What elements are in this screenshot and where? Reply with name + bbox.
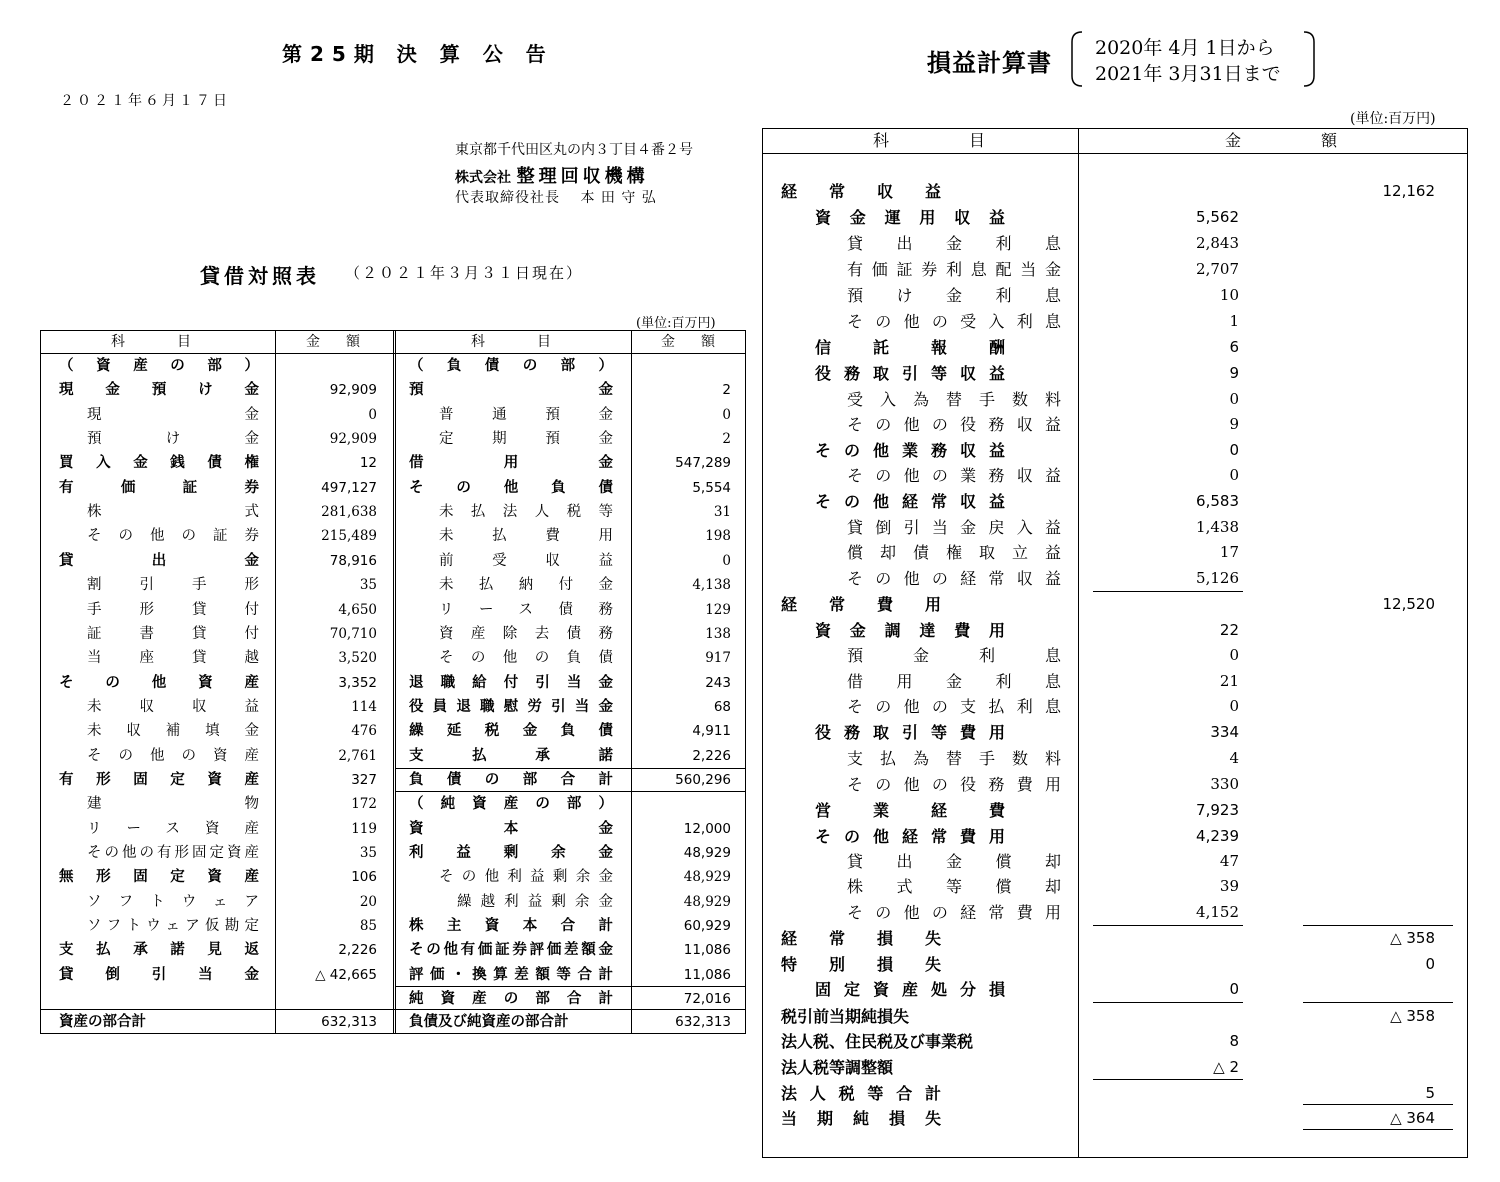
pl-item-label: その他業務収益 — [815, 441, 1005, 460]
bs-liability-label: 繰延税金負債 — [409, 723, 613, 740]
pl-item-label: 営業経費 — [815, 801, 1005, 820]
pl-item-subtotal: 4,152 — [1196, 903, 1239, 921]
pl-item-subtotal: 4 — [1229, 749, 1239, 767]
bs-asset-value: 85 — [359, 918, 377, 935]
bs-asset-value — [281, 354, 377, 378]
pl-item-subtotal: 1 — [1229, 312, 1239, 330]
bs-asset-label: ソフトウェア — [87, 893, 259, 910]
bs-liability-value: 48,929 — [683, 893, 731, 910]
pl-item-subtotal: 8 — [1229, 1032, 1239, 1050]
bs-asset-label: 貸出金 — [59, 552, 259, 569]
bs-total-liab-equity-label: 負債及び純資産の部合計 — [409, 1014, 569, 1030]
bs-liability-value: 5,554 — [692, 479, 731, 496]
bs-liability-value: 0 — [722, 406, 731, 423]
bs-liability-value: 12,000 — [683, 820, 731, 837]
bs-asset-label: （資産の部） — [59, 358, 259, 374]
pl-item-label: 経常収益 — [781, 182, 941, 201]
bs-asset-value: 119 — [351, 820, 377, 837]
bs-liability-label: 純資産の部合計 — [409, 991, 613, 1008]
bs-divider — [631, 331, 632, 1033]
pl-item-label: その他経常費用 — [815, 827, 1005, 846]
pl-item-label: 有価証券利息配当金 — [847, 260, 1061, 279]
bs-liability-label: 預金 — [409, 382, 613, 399]
pl-item-subtotal: 0 — [1229, 697, 1239, 715]
bs-liability-value: 2 — [722, 382, 731, 399]
pl-item-total: 0 — [1425, 955, 1435, 973]
bs-liability-label: その他利益剰余金 — [439, 869, 613, 886]
pl-item-subtotal: 21 — [1219, 672, 1239, 690]
pl-item-label: 資金運用収益 — [815, 208, 1005, 227]
pl-rule — [1303, 925, 1453, 926]
bs-asset-value: 114 — [351, 698, 377, 715]
bs-asset-value: 0 — [368, 406, 377, 423]
announcement-date: ２０２１年６月１７日 — [60, 93, 230, 109]
balance-sheet-unit: (単位:百万円) — [636, 316, 716, 331]
bs-asset-label: 未収収益 — [87, 698, 259, 715]
bs-asset-label: ソフトウェア仮勘定 — [87, 918, 259, 935]
bs-asset-label: 手形貸付 — [87, 601, 259, 618]
bs-liability-label: 未払法人税等 — [439, 504, 613, 521]
bs-asset-value: 281,638 — [321, 504, 377, 521]
bs-asset-label: 証書貸付 — [87, 625, 259, 642]
bs-liability-label: 未払納付金 — [439, 577, 613, 594]
pl-header-amount: 金 額 — [1225, 131, 1346, 150]
pl-item-subtotal: △ 2 — [1213, 1058, 1239, 1076]
pl-item-label: 償却債権取立益 — [847, 543, 1061, 562]
income-statement-unit: (単位:百万円) — [1350, 111, 1436, 127]
bs-asset-value: 172 — [351, 796, 377, 813]
bs-liability-value: 917 — [705, 650, 731, 667]
bs-asset-value: 2,761 — [338, 747, 377, 764]
pl-item-total: 12,162 — [1382, 182, 1435, 200]
pl-item-subtotal: 9 — [1229, 364, 1239, 382]
bs-header-amount-left: 金 額 — [306, 334, 366, 350]
pl-item-label: 預金利息 — [847, 646, 1061, 665]
bs-asset-value: 106 — [351, 869, 377, 886]
balance-sheet-table — [40, 330, 746, 1034]
bs-header-item-right: 科 目 — [471, 334, 559, 350]
pl-item-subtotal: 0 — [1229, 646, 1239, 664]
pl-item-subtotal: 7,923 — [1196, 801, 1239, 819]
bs-liability-value: 243 — [705, 674, 731, 691]
bs-liability-value: 2 — [722, 431, 731, 448]
pl-item-subtotal: 6,583 — [1196, 492, 1239, 510]
bs-asset-label: 預け金 — [87, 431, 259, 448]
pl-item-subtotal: 1,438 — [1196, 518, 1239, 536]
bs-asset-value: 35 — [359, 577, 377, 594]
pl-item-subtotal: 5,126 — [1196, 569, 1239, 587]
pl-item-subtotal: 6 — [1229, 338, 1239, 356]
pl-item-label: 法人税等合計 — [781, 1084, 941, 1103]
bs-header-item-left: 科 目 — [111, 334, 199, 350]
pl-header-line — [763, 153, 1467, 154]
bs-liability-value: 11,086 — [683, 942, 731, 959]
pl-item-label: 経常費用 — [781, 595, 941, 614]
bs-liability-value: 2,226 — [692, 747, 731, 764]
bs-asset-value: 92,909 — [329, 431, 377, 448]
bs-asset-label: 割引手形 — [87, 577, 259, 594]
bs-line — [395, 791, 745, 792]
pl-item-label: 法人税等調整額 — [781, 1058, 894, 1077]
bs-liability-value: 129 — [705, 601, 731, 618]
bs-asset-label: その他の有形固定資産 — [87, 845, 259, 861]
bs-asset-label: その他の証券 — [87, 528, 259, 545]
pl-item-label: 信託報酬 — [815, 338, 1005, 357]
pl-item-subtotal: 0 — [1229, 980, 1239, 998]
pl-item-subtotal: 2,707 — [1196, 260, 1239, 278]
bs-liability-value: 4,911 — [692, 723, 731, 740]
bs-liability-label: 退職給付引当金 — [409, 674, 613, 691]
pl-item-label: 資金調達費用 — [815, 621, 1005, 640]
pl-item-subtotal: 0 — [1229, 390, 1239, 408]
bs-liability-value: 4,138 — [692, 577, 731, 594]
bs-liability-label: 役員退職慰労引当金 — [409, 698, 613, 715]
pl-item-label: その他の受入利息 — [847, 312, 1061, 331]
bs-asset-label: 買入金銭債権 — [59, 455, 259, 472]
bs-line — [395, 768, 745, 769]
income-statement-table — [762, 128, 1468, 1158]
company-address: 東京都千代田区丸の内３丁目４番２号 — [455, 142, 693, 158]
bs-asset-label: 未収補填金 — [87, 723, 259, 740]
bs-liability-label: 定期預金 — [439, 431, 613, 448]
period-to: 2021年 3月31日まで — [1095, 63, 1281, 85]
pl-item-label: 貸出金利息 — [847, 234, 1061, 253]
bs-liability-label: 資本金 — [409, 820, 613, 837]
bs-asset-value: 20 — [359, 893, 377, 910]
bs-liability-label: その他負債 — [409, 479, 613, 496]
pl-item-label: 役務取引等費用 — [815, 723, 1005, 742]
pl-item-subtotal: 9 — [1229, 415, 1239, 433]
bs-asset-value: 327 — [351, 771, 377, 788]
bs-asset-label: その他の資産 — [87, 747, 259, 764]
pl-rule — [1303, 1002, 1453, 1003]
pl-item-subtotal: 4,239 — [1196, 827, 1239, 845]
bs-total-assets-value: 632,313 — [321, 1014, 377, 1030]
bs-asset-value: △ 42,665 — [315, 966, 377, 983]
pl-rule — [1303, 1129, 1453, 1130]
company-representative: 代表取締役社長 本 田 守 弘 — [455, 190, 657, 206]
bs-asset-label: 貸倒引当金 — [59, 966, 259, 983]
bs-liability-label: 負債の部合計 — [409, 771, 613, 788]
bs-liability-label: 前受収益 — [439, 552, 613, 569]
pl-item-total: △ 364 — [1390, 1109, 1435, 1127]
pl-item-label: その他の業務収益 — [847, 466, 1061, 485]
pl-item-label: その他の役務収益 — [847, 415, 1061, 434]
bs-liability-label: （負債の部） — [409, 358, 613, 374]
bs-asset-value: 92,909 — [329, 382, 377, 399]
company-prefix: 株式会社 — [455, 170, 511, 186]
bs-center-divider-2 — [395, 331, 396, 1033]
pl-item-label: 貸出金償却 — [847, 852, 1061, 871]
bs-liability-label: 未払費用 — [439, 528, 613, 545]
bs-asset-value: 78,916 — [329, 552, 377, 569]
bs-liability-value: 547,289 — [675, 455, 731, 472]
pl-item-subtotal: 22 — [1219, 621, 1239, 639]
bs-asset-label: 有価証券 — [59, 479, 259, 496]
bs-liability-label: （純資産の部） — [409, 796, 613, 813]
bs-liability-value: 48,929 — [683, 869, 731, 886]
bs-liability-value: 60,929 — [683, 918, 731, 935]
bs-liability-value: 72,016 — [683, 991, 731, 1008]
pl-rule — [1093, 1079, 1243, 1080]
bs-total-liab-equity-value: 632,313 — [675, 1014, 731, 1030]
pl-item-subtotal: 0 — [1229, 441, 1239, 459]
bs-divider — [275, 331, 276, 1033]
bs-asset-label: 建物 — [87, 796, 259, 813]
bs-liability-label: その他有価証券評価差額金 — [409, 942, 613, 959]
bs-asset-value: 12 — [359, 455, 377, 472]
bs-center-divider — [393, 331, 394, 1033]
bs-asset-value: 476 — [351, 723, 377, 740]
bs-liability-label: 株主資本合計 — [409, 918, 613, 935]
bs-asset-value: 35 — [359, 845, 377, 861]
pl-item-subtotal: 39 — [1219, 877, 1239, 895]
pl-item-label: 税引前当期純損失 — [781, 1007, 910, 1026]
bs-total-assets-label: 資産の部合計 — [59, 1014, 146, 1030]
bs-asset-value: 215,489 — [321, 528, 377, 545]
bs-liability-label: 借用金 — [409, 455, 613, 472]
pl-item-label: 借用金利息 — [847, 672, 1061, 691]
bs-liability-label: 資産除去債務 — [439, 625, 613, 642]
pl-item-label: 株式等償却 — [847, 877, 1061, 896]
pl-item-label: 法人税、住民税及び事業税 — [781, 1032, 974, 1051]
bs-liability-value: 68 — [713, 698, 731, 715]
pl-header-item: 科 目 — [873, 131, 994, 150]
income-statement-title: 損益計算書 — [927, 49, 1052, 77]
bs-liability-label: 評価・換算差額等合計 — [409, 966, 613, 983]
pl-rule — [1093, 925, 1243, 926]
bs-liability-value: 48,929 — [683, 845, 731, 861]
balance-sheet-as-of: （２０２１年３月３１日現在） — [345, 264, 584, 282]
pl-rule — [1303, 1104, 1453, 1105]
pl-item-label: 役務取引等収益 — [815, 364, 1005, 383]
bs-liability-value — [637, 354, 731, 378]
pl-item-label: 預け金利息 — [847, 286, 1061, 305]
pl-item-label: その他の役務費用 — [847, 775, 1061, 794]
pl-item-subtotal: 2,843 — [1196, 234, 1239, 252]
pl-item-label: その他の経常収益 — [847, 569, 1061, 588]
pl-item-total: 12,520 — [1382, 595, 1435, 613]
pl-item-label: 経常損失 — [781, 929, 941, 948]
bs-liability-value: 0 — [722, 552, 731, 569]
bs-liability-value: 560,296 — [675, 771, 731, 788]
bs-liability-label: 支払承諾 — [409, 747, 613, 764]
company-name-line — [455, 162, 649, 188]
bs-asset-label: 現金 — [87, 406, 259, 423]
bs-liability-value: 138 — [705, 625, 731, 642]
bs-liability-value — [637, 792, 731, 816]
pl-item-subtotal: 0 — [1229, 466, 1239, 484]
pl-item-subtotal: 10 — [1219, 286, 1239, 304]
pl-item-label: 固定資産処分損 — [815, 980, 1005, 999]
bs-asset-value: 3,352 — [338, 674, 377, 691]
bs-liability-value: 198 — [705, 528, 731, 545]
bs-asset-value: 70,710 — [329, 625, 377, 642]
balance-sheet-title: 貸借対照表 — [200, 264, 320, 288]
bs-asset-label: 株式 — [87, 504, 259, 521]
bs-liability-label: 利益剰余金 — [409, 845, 613, 861]
bs-asset-label: 有形固定資産 — [59, 771, 259, 788]
pl-item-subtotal: 47 — [1219, 852, 1239, 870]
pl-item-label: 特別損失 — [781, 955, 941, 974]
bs-asset-value: 3,520 — [338, 650, 377, 667]
bs-liability-label: 繰越利益剰余金 — [457, 893, 613, 910]
pl-item-label: 受入為替手数料 — [847, 390, 1061, 409]
period-from: 2020年 4月 1日から — [1095, 37, 1275, 59]
pl-rule — [1093, 1002, 1243, 1003]
bs-liability-value: 11,086 — [683, 966, 731, 983]
pl-item-total: △ 358 — [1390, 1007, 1435, 1025]
pl-item-label: 貸倒引当金戻入益 — [847, 518, 1061, 537]
company-name: 整理回収機構 — [516, 166, 649, 187]
pl-item-subtotal: 330 — [1210, 775, 1239, 793]
bs-liability-value: 31 — [713, 504, 731, 521]
bs-line — [395, 986, 745, 987]
pl-item-total: △ 358 — [1390, 929, 1435, 947]
bs-liability-label: その他の負債 — [439, 650, 613, 667]
bs-asset-label: 支払承諾見返 — [59, 942, 259, 959]
pl-item-subtotal: 5,562 — [1196, 208, 1239, 226]
bs-header-amount-right: 金 額 — [661, 334, 721, 350]
pl-item-label: 支払為替手数料 — [847, 749, 1061, 768]
bs-asset-value: 4,650 — [338, 601, 377, 618]
bs-asset-label: 当座貸越 — [87, 650, 259, 667]
bs-asset-value: 497,127 — [321, 479, 377, 496]
pl-item-label: その他の経常費用 — [847, 903, 1061, 922]
bs-liability-label: リース債務 — [439, 601, 613, 618]
pl-divider — [1078, 129, 1079, 1157]
pl-item-subtotal: 17 — [1219, 543, 1239, 561]
bs-asset-value: 2,226 — [338, 942, 377, 959]
pl-item-subtotal: 334 — [1210, 723, 1239, 741]
bs-asset-label: 無形固定資産 — [59, 869, 259, 886]
pl-item-label: その他の支払利息 — [847, 697, 1061, 716]
bs-liability-label: 普通預金 — [439, 406, 613, 423]
pl-item-label: 当期純損失 — [781, 1109, 941, 1128]
pl-item-label: その他経常収益 — [815, 492, 1005, 511]
bs-asset-label: その他資産 — [59, 674, 259, 691]
bs-asset-label: 現金預け金 — [59, 382, 259, 399]
announcement-title: 第25期 決 算 公 告 — [282, 42, 554, 66]
pl-item-total: 5 — [1425, 1084, 1435, 1102]
bs-asset-label: リース資産 — [87, 820, 259, 837]
pl-rule — [1093, 591, 1243, 592]
